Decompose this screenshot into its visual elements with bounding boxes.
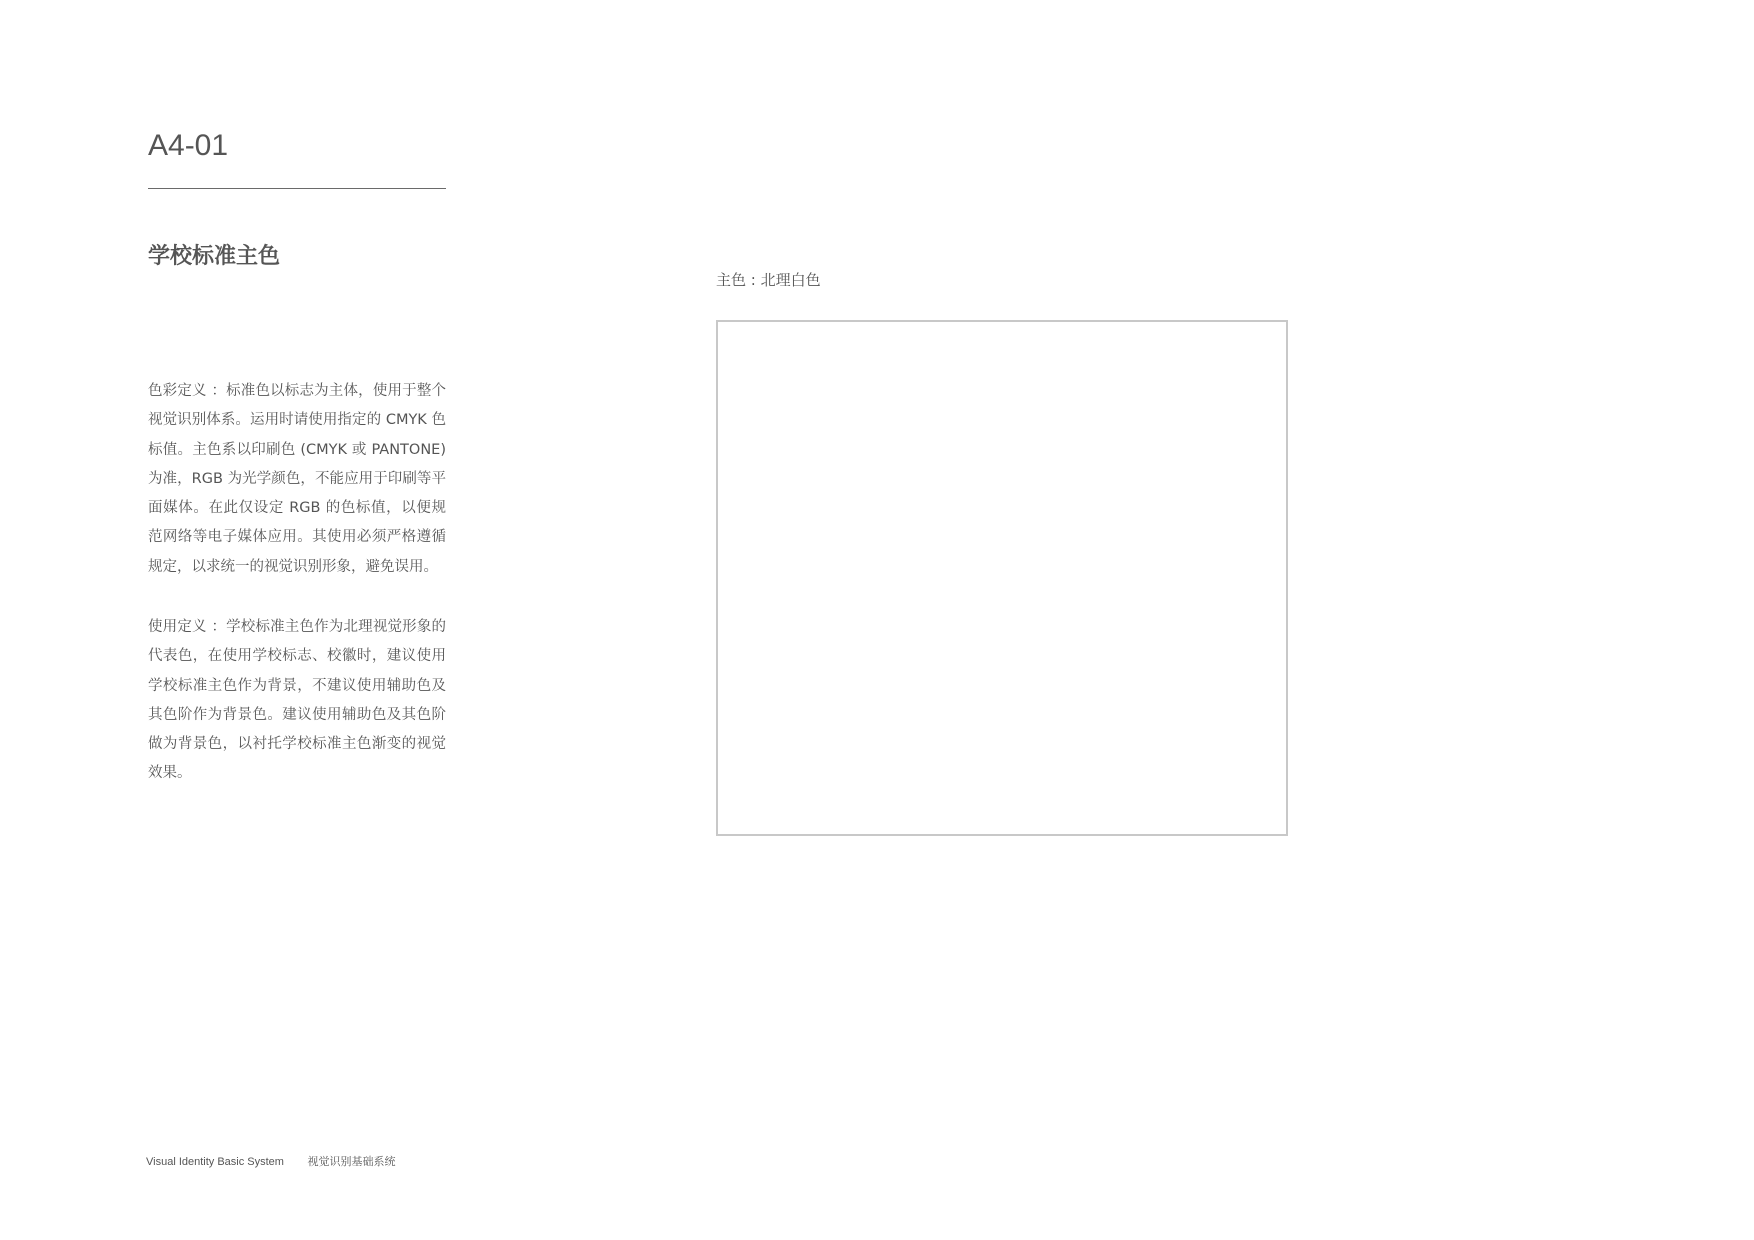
title-divider (148, 188, 446, 189)
footer (146, 1154, 395, 1170)
swatch-label: 主色 : 北理白色 (716, 271, 821, 289)
footer-chinese-title: 视觉识别基础系统 (307, 1155, 396, 1168)
usage-definition-paragraph: 使用定义 ：学校标准主色作为北理视觉形象的代表色，在使用学校标志、校徽时，建议使用学校标准主色作为背景，不建议使用辅助色及其色阶作为背景色。建议使用辅助色及其色阶做为背景色，以衬托学校标准主色渐变的视觉效果。 (148, 619, 446, 782)
color-definition-paragraph: 色彩定义 ：标准色以标志为主体，使用于整个视觉识别体系。运用时请使用指定的 CMYK 色标值。主色系以印刷色 (CMYK 或 PANTONE) 为准，RGB 为光学颜色，不能应用于印刷等平面媒体。在此仅设定 RGB 的色标值，以便规范网络等电子媒体应用。其使用必须严格遵循规定，以求统一的视觉识别形象，避免误用。 (148, 383, 446, 575)
page-code: A4-01 (148, 129, 229, 162)
footer-english-title: Visual Identity Basic System (146, 1156, 284, 1168)
section-title: 学校标准主色 (148, 244, 281, 269)
color-swatch (716, 320, 1288, 836)
